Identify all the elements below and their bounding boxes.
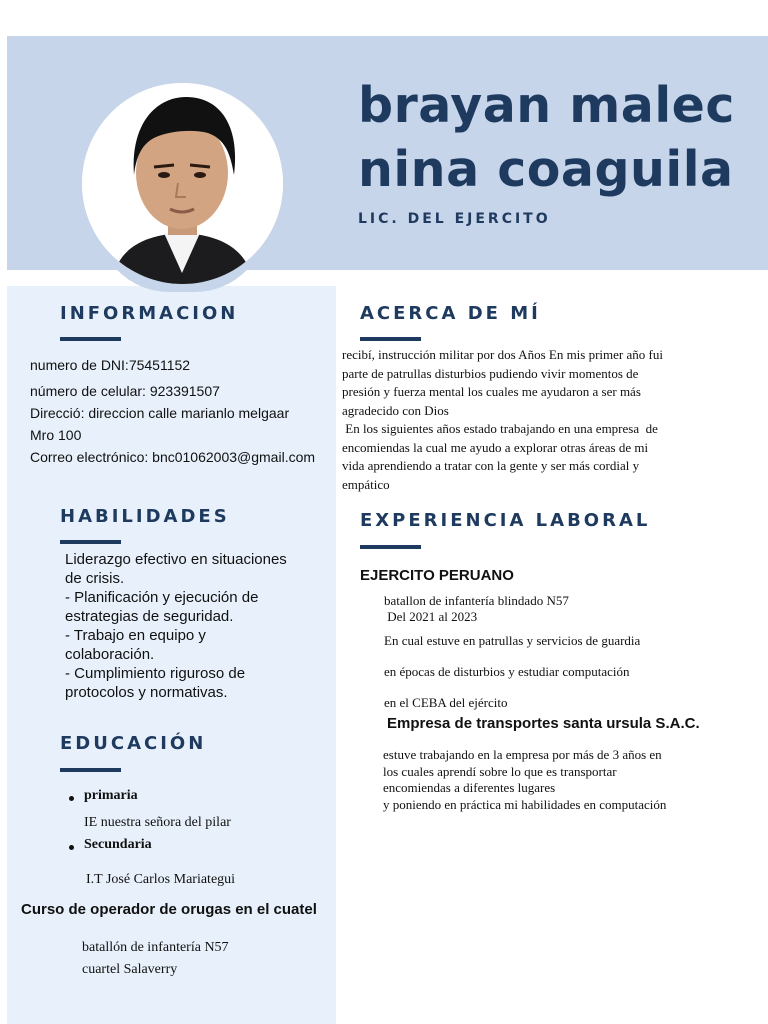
about-line: encomiendas la cual me ayudo a explorar otras áreas de mi bbox=[342, 439, 649, 455]
info-dni: numero de DNI:75451152 bbox=[30, 357, 191, 373]
about-line: agradecido con Dios bbox=[342, 402, 449, 418]
job-title: LIC. DEL EJERCITO bbox=[358, 211, 551, 227]
bullet-icon bbox=[69, 796, 74, 801]
name-line-1: brayan malec bbox=[358, 77, 735, 134]
info-divider bbox=[60, 337, 121, 341]
skill-line: estrategias de seguridad. bbox=[65, 608, 234, 625]
info-section-title: INFORMACION bbox=[60, 303, 239, 324]
about-line: parte de patrullas disturbios pudiendo vivir momentos de bbox=[342, 365, 639, 381]
skill-line: - Trabajo en equipo y bbox=[65, 627, 206, 644]
job2-employer: Empresa de transportes santa ursula S.A.C. bbox=[387, 715, 700, 732]
about-line: presión y fuerza mental los cuales me ayudaron a ser más bbox=[342, 384, 641, 399]
about-line: empático bbox=[342, 476, 390, 492]
skill-line: - Cumplimiento riguroso de bbox=[65, 665, 246, 682]
about-text bbox=[342, 346, 663, 494]
job1-description: En cual estuve en patrullas y servicios de guardia bbox=[384, 633, 641, 648]
about-line: recibí, instrucción militar por dos Años En mis primer año fui bbox=[342, 347, 663, 362]
skill-line: Liderazgo efectivo en situaciones bbox=[65, 551, 287, 568]
skill-line: colaboración. bbox=[65, 646, 155, 663]
name-line-2: nina coaguila bbox=[358, 141, 734, 198]
skills-list bbox=[65, 550, 287, 702]
job1-unit: batallon de infantería blindado N57 bbox=[384, 593, 569, 608]
course-location: cuartel Salaverry bbox=[82, 962, 178, 977]
job1-employer: EJERCITO PERUANO bbox=[360, 567, 514, 584]
info-address: Direcció: direccion calle marianlo melgaar bbox=[30, 405, 290, 421]
job2-line: los cuales aprendí sobre lo que es transportar bbox=[383, 763, 617, 779]
job2-line: encomiendas a diferentes lugares bbox=[383, 780, 556, 795]
about-divider bbox=[360, 337, 421, 341]
education-secondary-label: Secundaria bbox=[84, 837, 152, 852]
about-line: vida aprendiendo a tratar con la gente y ser más cordial y bbox=[342, 458, 640, 473]
education-divider bbox=[60, 768, 121, 772]
about-line: En los siguientes años estado trabajando en una empresa de bbox=[342, 421, 658, 436]
about-section-title: ACERCA DE MÍ bbox=[360, 303, 541, 324]
skills-divider bbox=[60, 540, 121, 544]
education-primary-school: IE nuestra señora del pilar bbox=[84, 815, 231, 830]
course-unit: batallón de infantería N57 bbox=[82, 940, 229, 955]
info-email: Correo electrónico: bnc01062003@gmail.com bbox=[30, 449, 316, 465]
education-secondary-school: I.T José Carlos Mariategui bbox=[86, 872, 236, 887]
skill-line: de crisis. bbox=[65, 570, 125, 587]
job2-line: y poniendo en práctica mi habilidades en computación bbox=[383, 796, 667, 812]
person-portrait-icon bbox=[82, 83, 283, 284]
skills-section-title: HABILIDADES bbox=[60, 506, 230, 527]
job2-description bbox=[383, 747, 666, 813]
job1-description: en el CEBA del ejército bbox=[384, 695, 508, 710]
info-address-2: Mro 100 bbox=[30, 427, 82, 443]
job1-description: en épocas de disturbios y estudiar computación bbox=[384, 664, 630, 679]
course-title: Curso de operador de orugas en el cuatel bbox=[21, 901, 317, 918]
education-primary-label: primaria bbox=[84, 788, 138, 803]
skill-line: protocolos y normativas. bbox=[65, 684, 228, 701]
skill-line: - Planificación y ejecución de bbox=[65, 589, 259, 606]
info-phone: número de celular: 923391507 bbox=[30, 383, 220, 399]
job1-dates: Del 2021 al 2023 bbox=[384, 609, 478, 624]
experience-divider bbox=[360, 545, 421, 549]
job2-line: estuve trabajando en la empresa por más de 3 años en bbox=[383, 747, 662, 762]
education-section-title: EDUCACIÓN bbox=[60, 733, 207, 754]
bullet-icon bbox=[69, 845, 74, 850]
profile-photo bbox=[82, 83, 283, 284]
experience-section-title: EXPERIENCIA LABORAL bbox=[360, 510, 651, 531]
